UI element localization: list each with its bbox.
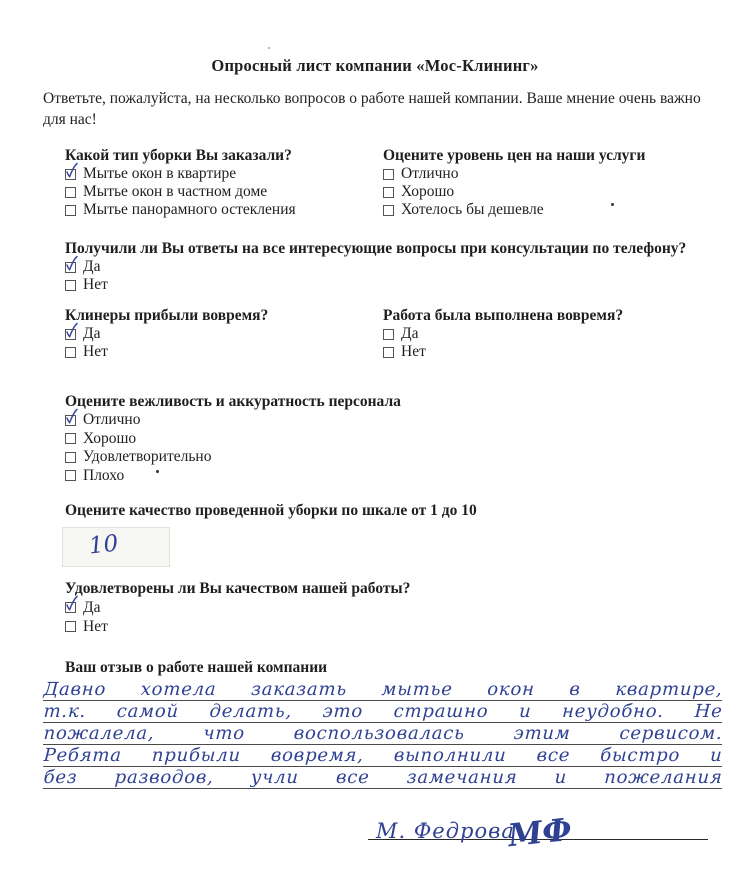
signature-name: М. Федрова (376, 819, 515, 843)
scan-artifact-dot (156, 470, 159, 473)
intro-text: Ответьте, пожалуйста, на несколько вопросов о работе нашей компании. Ваше мнение очень важно для нас! (43, 90, 701, 128)
question-title: Клинеры прибыли вовремя? (65, 307, 269, 324)
checkmark-icon (64, 162, 80, 180)
checkbox-icon (65, 280, 76, 291)
review-line: пожалела, что воспользовалась этим сервисом. (43, 723, 724, 744)
checkbox-icon (65, 602, 76, 613)
option-row (65, 165, 383, 183)
option-row (65, 448, 401, 467)
checkbox-icon (65, 187, 76, 198)
question-title: Работа была выполнена вовремя? (383, 307, 624, 324)
option-label: Удовлетворительно (83, 448, 212, 466)
checkbox-icon (383, 187, 394, 198)
option-label: Плохо (83, 466, 125, 484)
option-row (383, 201, 645, 219)
checkbox-icon (65, 347, 76, 358)
checkbox-icon (65, 169, 76, 180)
checkbox-icon (65, 621, 76, 632)
option-row (383, 325, 623, 343)
option-label: Отлично (83, 411, 141, 429)
option-row (65, 183, 383, 201)
signature-line (368, 803, 708, 855)
option-row (383, 165, 645, 183)
question-price-level (383, 147, 645, 219)
question-title: Оцените уровень цен на наши услуги (383, 147, 646, 164)
option-label: Да (83, 598, 101, 616)
scan-artifact-dot (611, 203, 614, 206)
option-row (383, 183, 645, 201)
option-label: Хорошо (83, 429, 137, 447)
option-row (65, 343, 383, 361)
scan-artifact-dot (268, 47, 270, 49)
option-row (65, 201, 383, 219)
rating-answer-box (62, 527, 170, 567)
checkbox-icon (383, 329, 394, 340)
option-label: Нет (401, 343, 426, 360)
option-row (65, 598, 410, 617)
review-handwriting (43, 679, 722, 789)
page-title: Опросный лист компании «Мос-Клининг» (211, 56, 539, 75)
question-phone-consult (65, 240, 686, 294)
question-cleaning-type (65, 147, 383, 219)
review-title: Ваш отзыв о работе нашей компании (65, 659, 328, 676)
option-label: Да (401, 325, 419, 342)
question-politeness (65, 393, 401, 485)
option-row (65, 467, 401, 486)
checkbox-icon (65, 433, 76, 444)
option-row (65, 430, 401, 449)
option-row (65, 617, 410, 636)
question-work-on-time (383, 307, 623, 361)
option-row (65, 411, 401, 430)
option-label: Отлично (401, 165, 459, 182)
checkmark-icon (64, 595, 80, 613)
checkbox-icon (383, 347, 394, 358)
question-satisfied (65, 580, 410, 636)
question-title: Оцените вежливость и аккуратность персонала (65, 393, 401, 410)
option-label: Мытье панорамного остекления (83, 201, 296, 218)
question-title: Удовлетворены ли Вы качеством нашей работы? (65, 580, 411, 597)
checkbox-icon (65, 470, 76, 481)
checkbox-icon (383, 169, 394, 180)
checkbox-icon (65, 415, 76, 426)
option-label: Нет (83, 276, 108, 293)
checkbox-icon (65, 205, 76, 216)
option-label: Да (83, 325, 101, 342)
option-row (65, 276, 686, 294)
review-line: без разводов, учли все замечания и пожелания (43, 767, 724, 788)
checkbox-icon (65, 452, 76, 463)
question-title: Получили ли Вы ответы на все интересующие вопросы при консультации по телефону? (65, 240, 687, 257)
checkmark-icon (64, 408, 80, 426)
option-row (65, 258, 686, 276)
question-row-2 (65, 307, 715, 367)
option-label: Нет (83, 617, 108, 635)
question-cleaners-on-time (65, 307, 383, 361)
option-row (65, 325, 383, 343)
question-title: Какой тип уборки Вы заказали? (65, 147, 292, 164)
question-quality-scale: Оцените качество проведенной уборки по шкале от 1 до 10 (65, 502, 477, 519)
review-line: Давно хотела заказать мытье окон в квартире, (43, 679, 724, 700)
signature-flourish: МФ (506, 811, 574, 855)
checkbox-icon (65, 262, 76, 273)
option-label: Хорошо (401, 183, 455, 200)
option-row (383, 343, 623, 361)
option-label: Мытье окон в частном доме (83, 183, 268, 200)
option-label: Нет (83, 343, 108, 360)
option-label: Мытье окон в квартире (83, 165, 237, 182)
checkmark-icon (64, 255, 80, 273)
review-line: Ребята прибыли вовремя, выполнили все быстро и (43, 745, 724, 766)
rating-value: 10 (87, 530, 120, 560)
review-line: т.к. самой делать, это страшно и неудобно. Не (43, 701, 724, 722)
checkbox-icon (383, 205, 394, 216)
checkmark-icon (64, 322, 80, 340)
option-label: Хотелось бы дешевле (401, 201, 544, 218)
option-label: Да (83, 258, 101, 275)
checkbox-icon (65, 329, 76, 340)
question-row-1 (65, 147, 715, 227)
